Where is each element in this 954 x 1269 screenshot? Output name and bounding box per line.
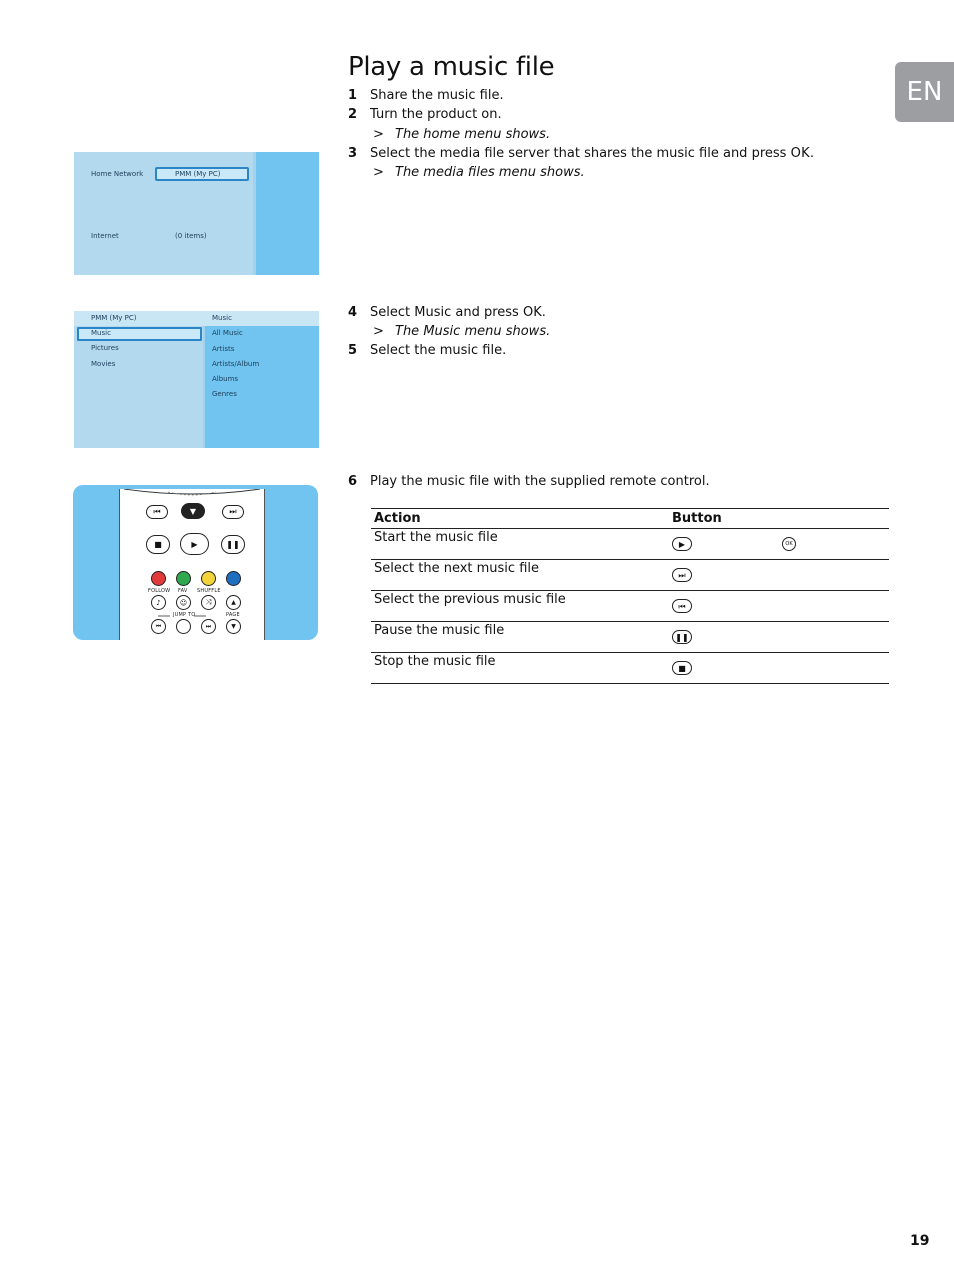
button-cell: [669, 560, 889, 591]
breadcrumb-category: Music: [212, 314, 232, 322]
action-cell: Select the previous music file: [371, 591, 669, 622]
music-label: Music: [423, 324, 461, 339]
table-row: [371, 560, 889, 591]
table-header-row: [371, 509, 889, 529]
play-icon: ▶: [180, 533, 209, 555]
result-home-menu: [373, 126, 550, 144]
page-up-icon: ▲: [226, 595, 241, 610]
step-text: Play the music file with the supplied remote control.: [370, 474, 710, 489]
step-1: [348, 87, 504, 105]
page-title: Play a music file: [348, 52, 555, 82]
step-number: 6: [348, 474, 358, 489]
fav-icon: ☺: [176, 595, 191, 610]
action-cell: Stop the music file: [371, 653, 669, 684]
step-6: [348, 473, 710, 491]
stop-icon: ■: [146, 535, 170, 554]
remote-control-illustration: [73, 485, 318, 640]
ok-key-label: OK: [790, 146, 810, 161]
result-marker: >: [373, 127, 384, 142]
jump-to-label: JUMP TO: [173, 612, 196, 618]
remote-top-arc: [120, 489, 264, 503]
internet-label: Internet: [91, 232, 119, 240]
follow-icon: ♪: [151, 595, 166, 610]
page-label: PAGE: [226, 612, 240, 618]
blank-key-icon: [176, 619, 191, 634]
step-5: [348, 342, 506, 360]
play-icon: ▶: [672, 537, 692, 551]
button-cell: [669, 622, 889, 653]
ok-button-icon: OK: [782, 537, 796, 551]
column-header-action: Action: [371, 509, 669, 529]
next-icon: ⏭: [672, 568, 692, 582]
result-text: menu shows.: [460, 324, 551, 339]
media-files-menu-screenshot: [74, 311, 319, 448]
remote-body: [119, 489, 265, 640]
result-text: The media files menu shows.: [395, 165, 585, 180]
next-icon: ⏭: [222, 505, 244, 519]
table-row: [371, 529, 889, 560]
pause-icon: ❚❚: [672, 630, 692, 644]
pmm-server-item: PMM (My PC): [155, 167, 249, 181]
menu-item-movies: Movies: [91, 360, 116, 368]
red-key-icon: [151, 571, 166, 586]
step-punct: .: [541, 305, 546, 320]
shuffle-icon: ⤨: [201, 595, 216, 610]
menu-item-music: Music: [91, 329, 111, 337]
table-row: [371, 653, 889, 684]
step-2: [348, 106, 502, 124]
down-arrow-icon: ▼: [181, 503, 205, 519]
language-tab: EN: [895, 62, 954, 122]
page-down-icon: ▼: [226, 619, 241, 634]
step-number: 5: [348, 343, 358, 358]
pause-icon: ❚❚: [221, 535, 245, 554]
yellow-key-icon: [201, 571, 216, 586]
action-cell: Pause the music file: [371, 622, 669, 653]
breadcrumb-server: PMM (My PC): [91, 314, 137, 322]
step-number: 3: [348, 146, 358, 161]
step-text: Share the music file.: [370, 88, 504, 103]
action-button-table: [371, 508, 889, 684]
step-text: Select the media file server that shares the music file and press: [370, 146, 791, 161]
submenu-item-artists: Artists: [212, 345, 235, 353]
internet-items-count: (0 items): [175, 232, 207, 240]
action-cell: Select the next music file: [371, 560, 669, 591]
column-header-button: Button: [669, 509, 889, 529]
step-number: 2: [348, 107, 358, 122]
ok-key-label: OK: [522, 305, 542, 320]
step-4: [348, 304, 546, 322]
fav-label: FAV: [178, 588, 188, 594]
follow-label: FOLLOW: [148, 588, 171, 594]
result-marker: >: [373, 165, 384, 180]
button-cell: [669, 653, 889, 684]
result-marker: >: [373, 324, 384, 339]
home-network-label: Home Network: [91, 170, 144, 178]
result-text: The: [395, 324, 424, 339]
table-row: [371, 591, 889, 622]
blue-key-icon: [226, 571, 241, 586]
green-key-icon: [176, 571, 191, 586]
step-punct: .: [809, 146, 815, 161]
step-text: Select the music file.: [370, 343, 507, 358]
step-3: [348, 145, 814, 163]
result-media-files-menu: [373, 164, 585, 182]
table-row: [371, 622, 889, 653]
button-cell: [669, 529, 889, 560]
stop-icon: ■: [672, 661, 692, 675]
result-text: The home menu shows.: [395, 127, 551, 142]
screen-side-panel: [253, 152, 319, 275]
submenu-item-all-music: All Music: [212, 329, 243, 337]
home-menu-screenshot: [74, 152, 319, 275]
step-text: Select: [370, 305, 415, 320]
step-number: 4: [348, 305, 358, 320]
result-music-menu: [373, 323, 550, 341]
jump-back-icon: ⏮: [151, 619, 166, 634]
page-number: 19: [910, 1233, 930, 1249]
menu-item-pictures: Pictures: [91, 344, 119, 352]
submenu-item-artists-album: Artists/Album: [212, 360, 260, 368]
jump-forward-icon: ⏭: [201, 619, 216, 634]
previous-icon: ⏮: [672, 599, 692, 613]
action-cell: Start the music file: [371, 529, 669, 560]
step-text: Turn the product on.: [370, 107, 502, 122]
step-number: 1: [348, 88, 358, 103]
step-text: and press: [451, 305, 523, 320]
button-cell: [669, 591, 889, 622]
music-label: Music: [414, 305, 452, 320]
previous-icon: ⏮: [146, 505, 168, 519]
submenu-item-genres: Genres: [212, 390, 237, 398]
submenu-item-albums: Albums: [212, 375, 239, 383]
shuffle-label: SHUFFLE: [197, 588, 221, 594]
